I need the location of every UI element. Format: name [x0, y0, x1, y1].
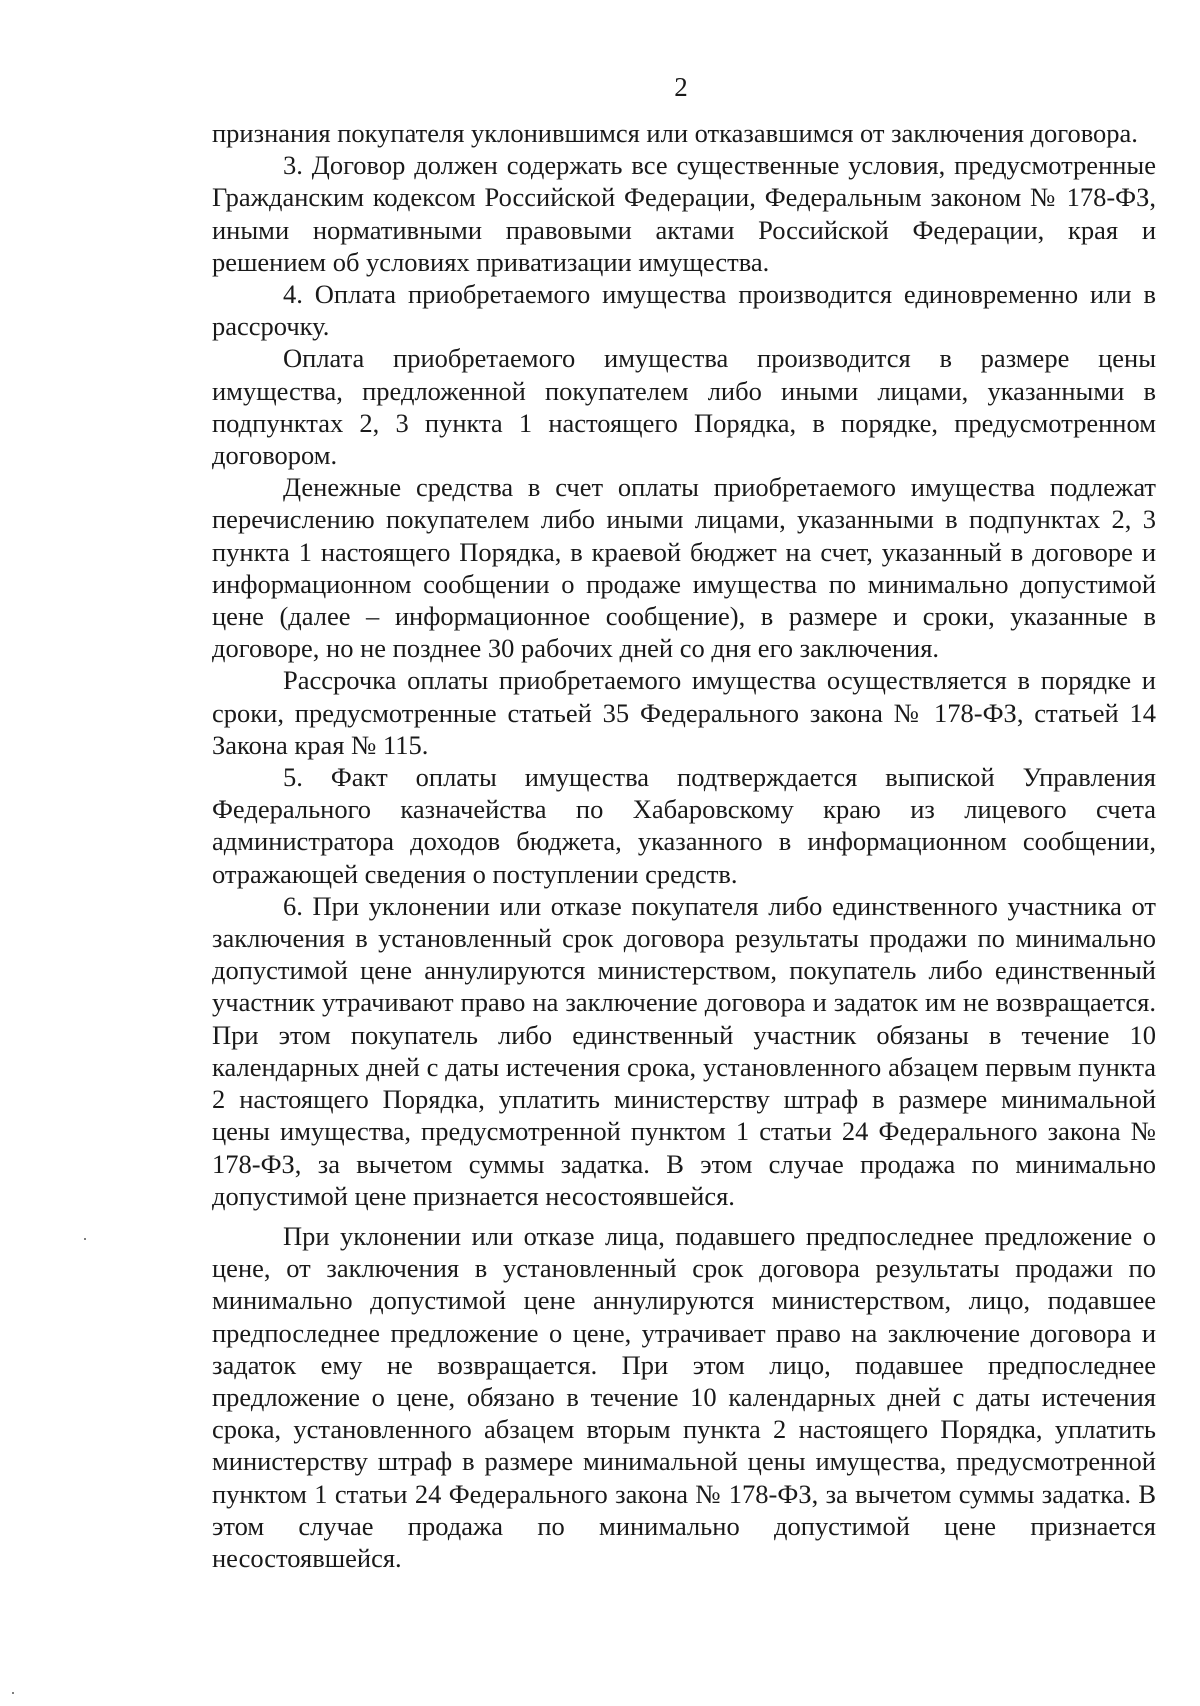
paragraph-clause-3: 3. Договор должен содержать все существенные условия, предусмотренные Гражданским кодексом Российской Федерации, Федеральным законом № 178-ФЗ, иными нормативными правовыми актами Российской Федерации, края и решением об условиях приватизации имущества. [212, 150, 1156, 277]
paragraph-continuation: признания покупателя уклонившимся или отказавшимся от заключения договора. [212, 118, 1138, 148]
paragraph-installments: Рассрочка оплаты приобретаемого имущества осуществляется в порядке и сроки, предусмотренные статьей 35 Федерального закона № 178-ФЗ, статьей 14 Закона края № 115. [212, 665, 1156, 760]
paragraph-penultimate-offer: При уклонении или отказе лица, подавшего предпоследнее предложение о цене, от заключения в установленный срок договора результаты продажи по минимально допустимой цене аннулируются министерством, лицо, подавшее предпоследнее предложение о цене, утрачивает право на заключение договора и задаток ему не возвращается. При этом лицо, подавшее предпоследнее предложение о цене, обязано в течение 10 календарных дней с даты истечения срока, установленного абзацем вторым пункта 2 настоящего Порядка, уплатить министерству штраф в размере минимальной цены имущества, предусмотренной пунктом 1 статьи 24 Федерального закона № 178-ФЗ, за вычетом суммы задатка. В этом случае продажа по минимально допустимой цене признается несостоявшейся. [212, 1220, 1156, 1573]
scan-speck [12, 1692, 14, 1694]
paragraph-payment-transfer: Денежные средства в счет оплаты приобретаемого имущества подлежат перечислению покупателем либо иными лицами, указанными в подпунктах 2, 3 пункта 1 настоящего Порядка, в краевой бюджет на счет, указанный в договоре и информационном сообщении о продаже имущества по минимально допустимой цене (далее – информационное сообщение), в размере и сроки, указанные в договоре, но не позднее 30 рабочих дней со дня его заключения. [212, 472, 1156, 664]
paragraph-clause-5: 5. Факт оплаты имущества подтверждается выпиской Управления Федерального казначейства по Хабаровскому краю из лицевого счета администратора доходов бюджета, указанного в информационном сообщении, отражающей сведения о поступлении средств. [212, 762, 1156, 889]
scan-speck [84, 1238, 86, 1240]
paragraph-clause-6: 6. При уклонении или отказе покупателя либо единственного участника от заключения в установленный срок договора результаты продажи по минимально допустимой цене аннулируются министерством, покупатель либо единственный участник утрачивают право на заключение договора и задаток им не возвращается. При этом покупатель либо единственный участник обязаны в течение 10 календарных дней с даты истечения срока, установленного абзацем первым пункта 2 настоящего Порядка, уплатить министерству штраф в размере минимальной цены имущества, предусмотренной пунктом 1 статьи 24 Федерального закона № 178-ФЗ, за вычетом суммы задатка. В этом случае продажа по минимально допустимой цене признается несостоявшейся. [212, 890, 1156, 1211]
paragraph-payment-amount: Оплата приобретаемого имущества производится в размере цены имущества, предложенной покупателем либо иными лицами, указанными в подпунктах 2, 3 пункта 1 настоящего Порядка, в порядке, предусмотренном договором. [212, 343, 1156, 471]
document-body [212, 117, 1156, 1574]
paragraph-clause-4: 4. Оплата приобретаемого имущества производится единовременно или в рассрочку. [212, 279, 1156, 342]
page-number: 2 [674, 72, 688, 102]
